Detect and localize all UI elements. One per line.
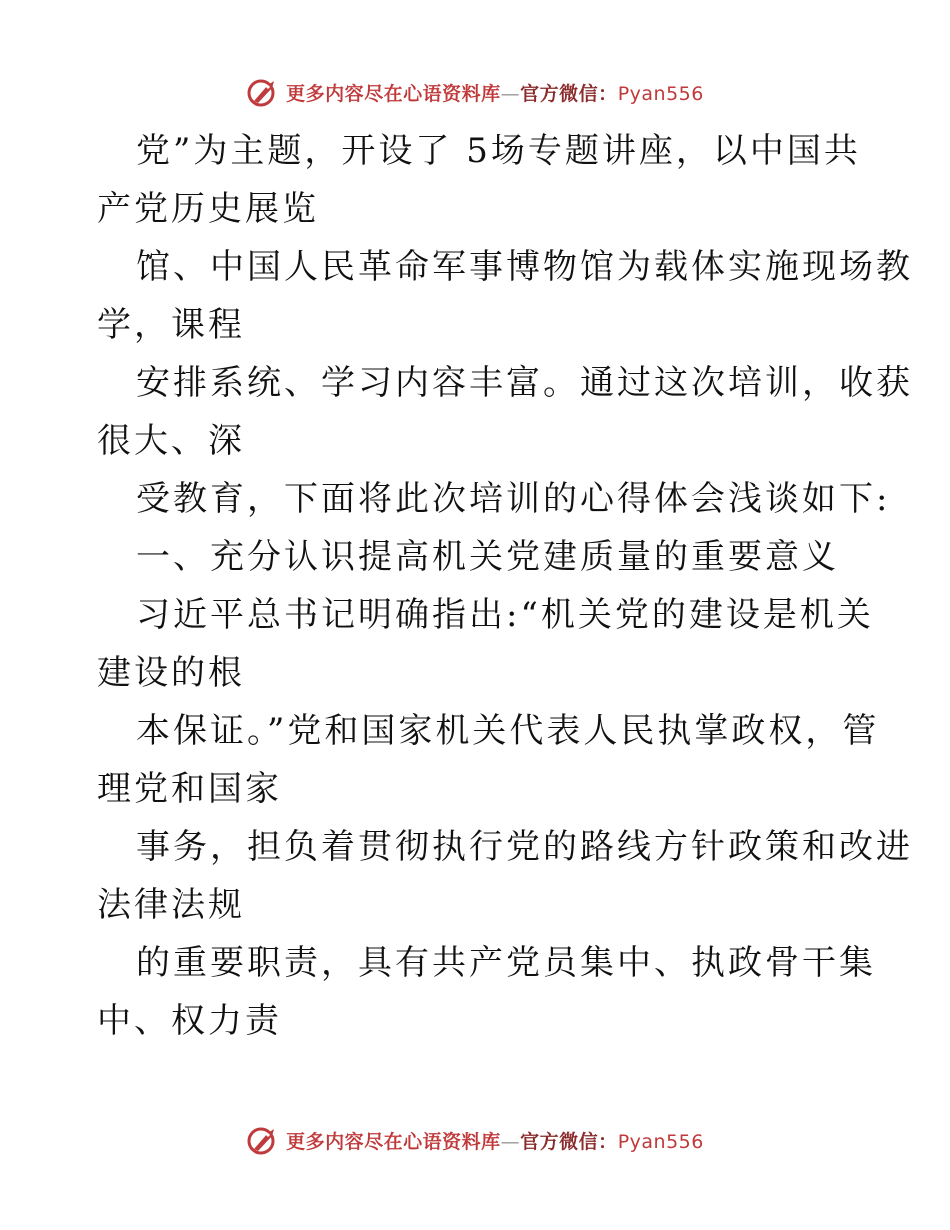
body-line: 受教育，下面将此次培训的心得体会浅谈如下:	[136, 479, 891, 519]
body-line: 本保证。”党和国家机关代表人民执掌政权，管	[136, 711, 880, 751]
body-line: 馆、中国人民革命军事博物馆为载体实施现场教	[136, 247, 913, 287]
pen-nib-circle-icon	[246, 75, 280, 109]
body-line: 党”为主题，开设了 5场专题讲座，以中国共	[136, 131, 861, 171]
body-line: 理党和国家	[97, 769, 282, 809]
watermark-wechat-label: 官方微信：	[520, 82, 618, 105]
watermark-text	[286, 1127, 704, 1154]
watermark-main: 更多内容尽在心语资料库	[286, 1130, 501, 1153]
watermark-dash: —	[500, 82, 521, 105]
body-line: 中、权力责	[97, 1001, 282, 1041]
watermark-dash: —	[500, 1130, 521, 1153]
watermark-wechat-id: Pyan556	[617, 1130, 704, 1153]
watermark-text	[286, 79, 704, 106]
body-line: 法律法规	[97, 885, 245, 925]
body-line: 建设的根	[97, 653, 245, 693]
pen-nib-circle-icon	[246, 1123, 280, 1157]
body-line: 很大、深	[97, 421, 245, 461]
body-line: 习近平总书记明确指出:“机关党的建设是机关	[136, 595, 874, 635]
watermark-wechat-label: 官方微信：	[520, 1130, 618, 1153]
header-watermark	[0, 72, 950, 112]
watermark-main: 更多内容尽在心语资料库	[286, 82, 501, 105]
body-line: 事务，担负着贯彻执行党的路线方针政策和改进	[136, 827, 913, 867]
body-line: 产党历史展览	[97, 189, 319, 229]
watermark-wechat-id: Pyan556	[617, 82, 704, 105]
body-line: 安排系统、学习内容丰富。通过这次培训，收获	[136, 363, 913, 403]
body-line: 的重要职责，具有共产党员集中、执政骨干集	[136, 943, 876, 983]
section-heading: 一、充分认识提高机关党建质量的重要意义	[136, 537, 839, 577]
body-line: 学，课程	[97, 305, 245, 345]
footer-watermark	[0, 1120, 950, 1160]
